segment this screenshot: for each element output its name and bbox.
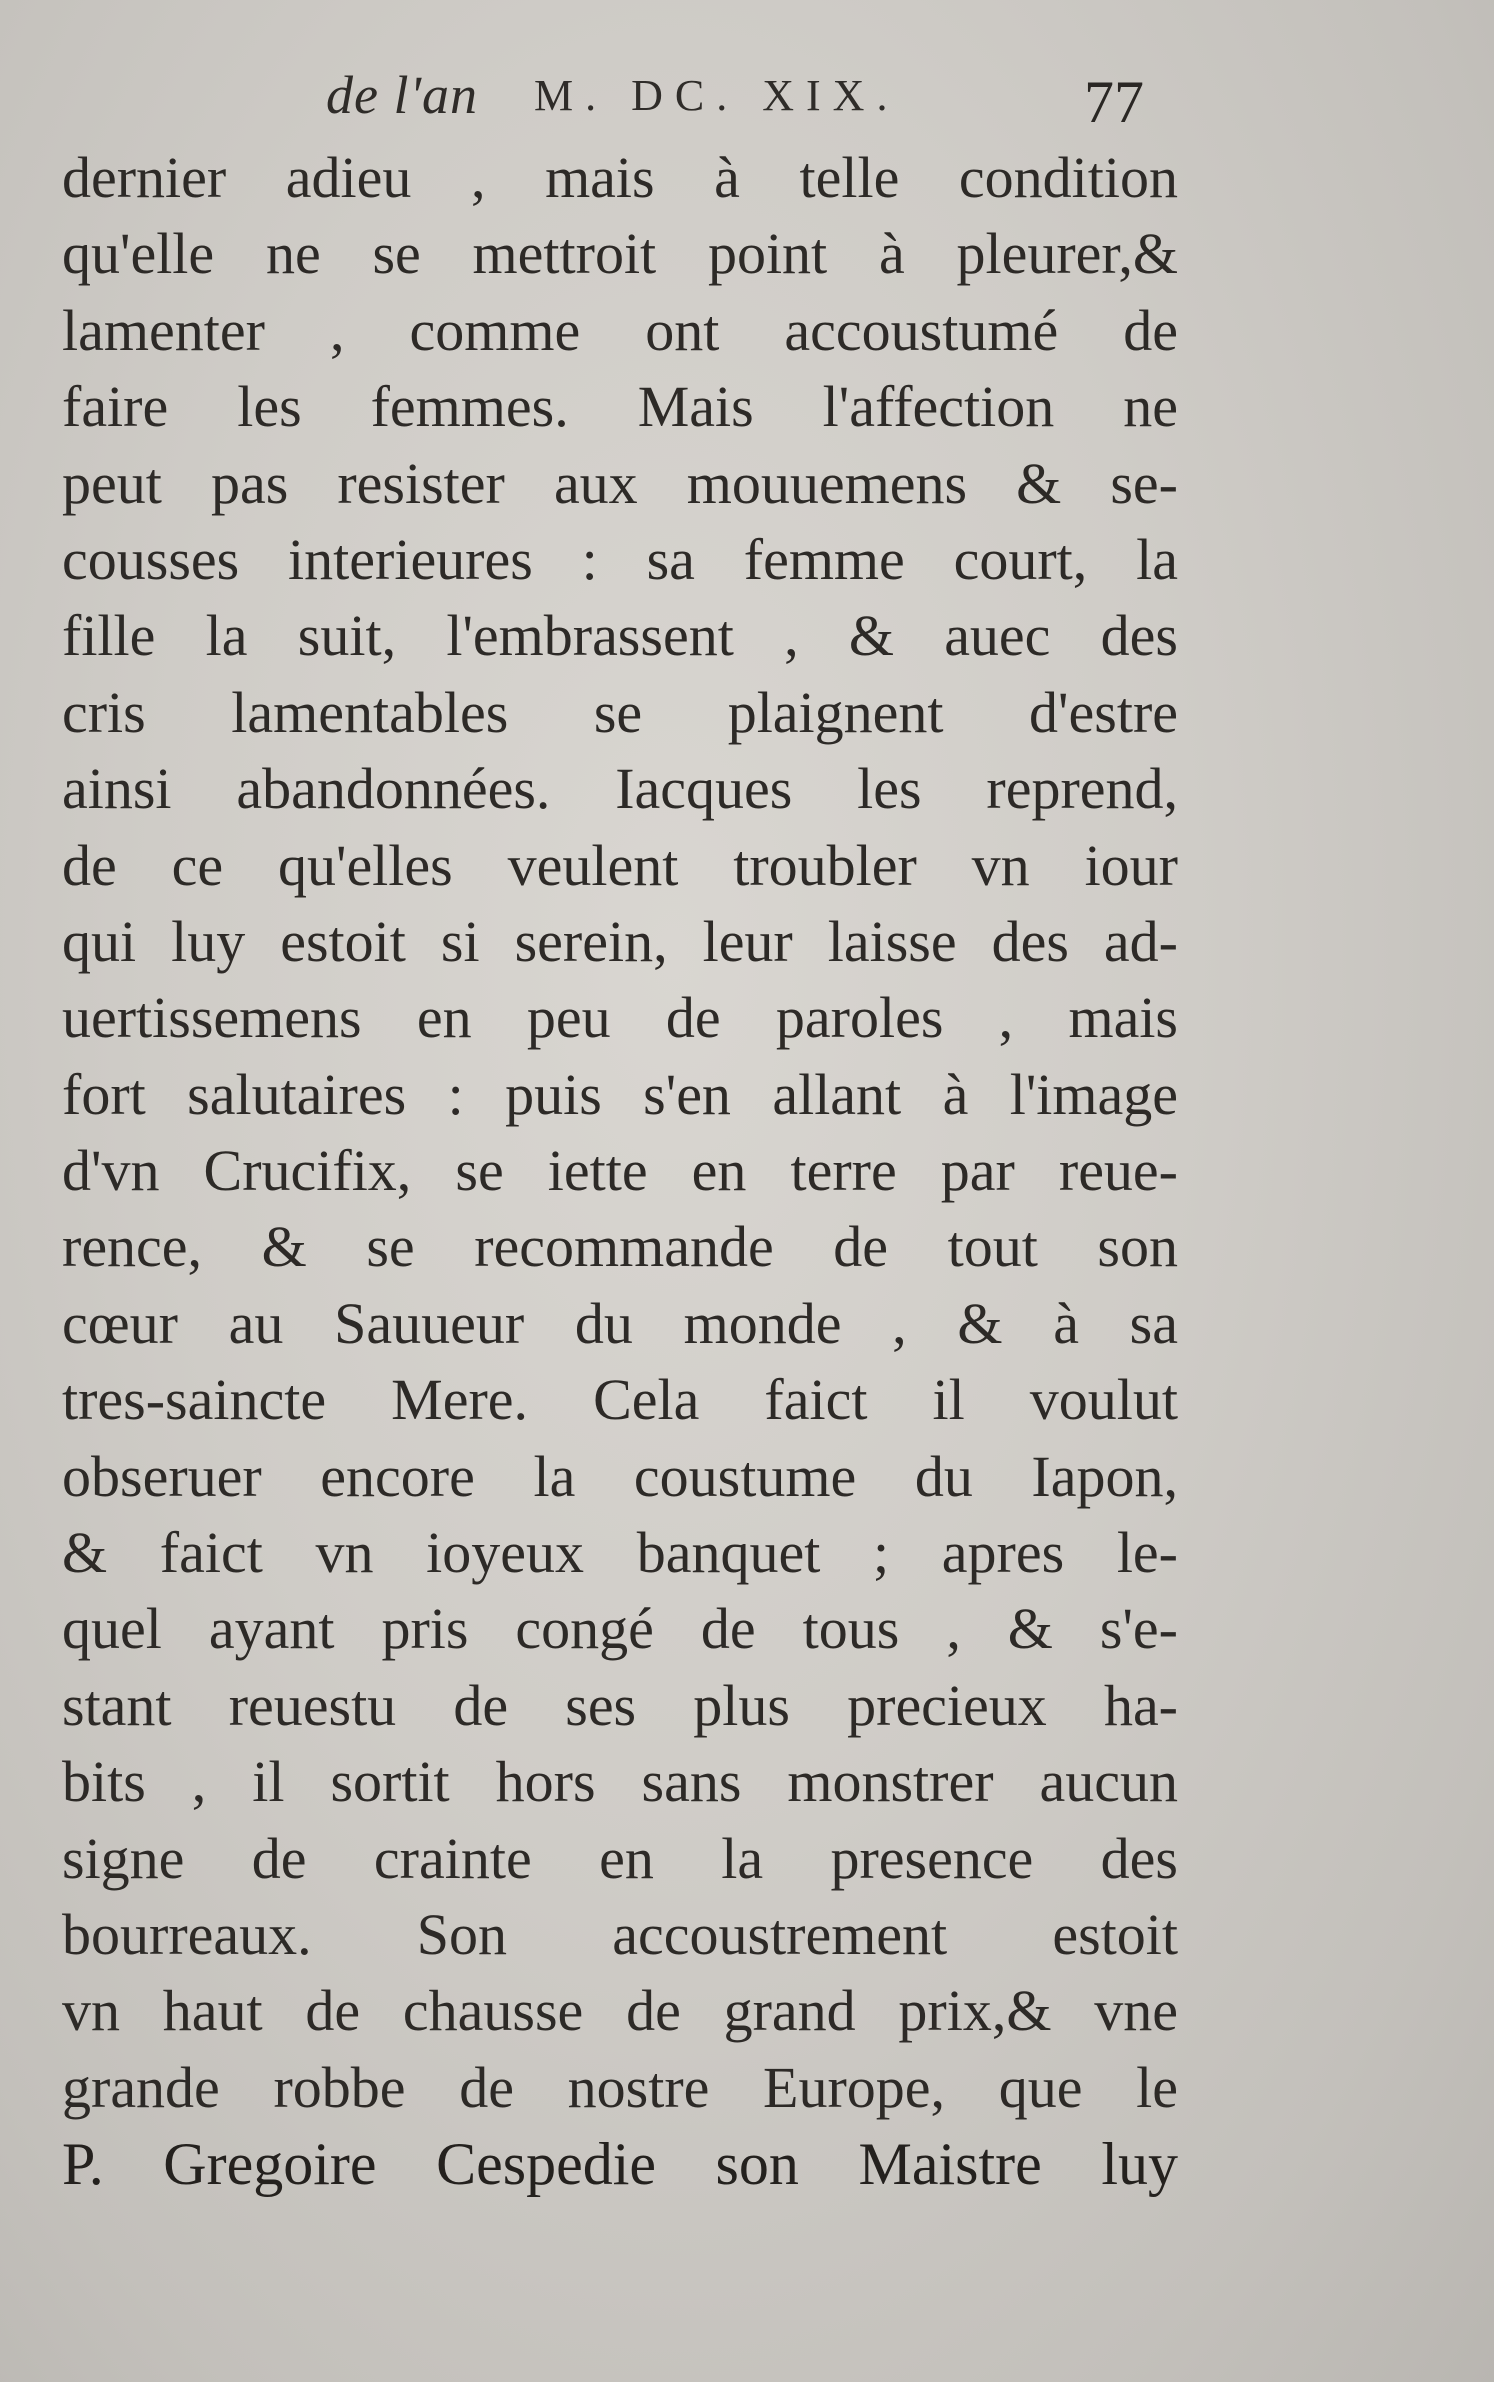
text-line: fort salutaires : puis s'en allant à l'image bbox=[62, 1061, 1178, 1127]
text-line: qu'elle ne se mettroit point à pleurer,& bbox=[62, 221, 1178, 287]
page-number: 77 bbox=[1084, 69, 1144, 135]
text-line: quel ayant pris congé de tous , & s'e- bbox=[62, 1596, 1178, 1662]
text-line: & faict vn ioyeux banquet ; apres le- bbox=[62, 1520, 1178, 1586]
text-line: cris lamentables se plaignent d'estre bbox=[62, 679, 1178, 745]
text-line: d'vn Crucifix, se iette en terre par reue- bbox=[62, 1138, 1178, 1204]
running-head-year: M. DC. XIX. bbox=[534, 71, 900, 120]
text-line: cœur au Sauueur du monde , & à sa bbox=[62, 1290, 1178, 1356]
text-line: vn haut de chausse de grand prix,& vne bbox=[62, 1978, 1178, 2044]
text-line: de ce qu'elles veulent troubler vn iour bbox=[62, 832, 1178, 898]
text-line: obseruer encore la coustume du Iapon, bbox=[62, 1443, 1178, 1509]
text-line: ainsi abandonnées. Iacques les reprend, bbox=[62, 756, 1178, 822]
text-line: grande robbe de nostre Europe, que le bbox=[62, 2054, 1178, 2120]
text-line: lamenter , comme ont accoustumé de bbox=[62, 297, 1178, 363]
text-line: bourreaux. Son accoustrement estoit bbox=[62, 1901, 1178, 1967]
text-line: qui luy estoit si serein, leur laisse des ad- bbox=[62, 908, 1178, 974]
text-line: tres-saincte Mere. Cela faict il voulut bbox=[62, 1367, 1178, 1433]
text-line: uertissemens en peu de paroles , mais bbox=[62, 985, 1178, 1051]
text-line: P. Gregoire Cespedie son Maistre luy bbox=[62, 2131, 1178, 2198]
text-line: signe de crainte en la presence des bbox=[62, 1825, 1178, 1891]
text-line: dernier adieu , mais à telle condition bbox=[62, 145, 1178, 210]
text-line: rence, & se recommande de tout son bbox=[62, 1214, 1178, 1280]
text-line: fille la suit, l'embrassent , & auec des bbox=[62, 603, 1178, 669]
text-line: cousses interieures : sa femme court, la bbox=[62, 526, 1178, 592]
running-head bbox=[0, 62, 1494, 142]
text-line: stant reuestu de ses plus precieux ha- bbox=[62, 1672, 1178, 1738]
body-text bbox=[62, 140, 1178, 2203]
running-head-italic: de l'an bbox=[326, 65, 479, 125]
text-line: bits , il sortit hors sans monstrer aucun bbox=[62, 1749, 1178, 1815]
text-line: peut pas resister aux mouuemens & se- bbox=[62, 450, 1178, 516]
text-line: faire les femmes. Mais l'affection ne bbox=[62, 374, 1178, 440]
